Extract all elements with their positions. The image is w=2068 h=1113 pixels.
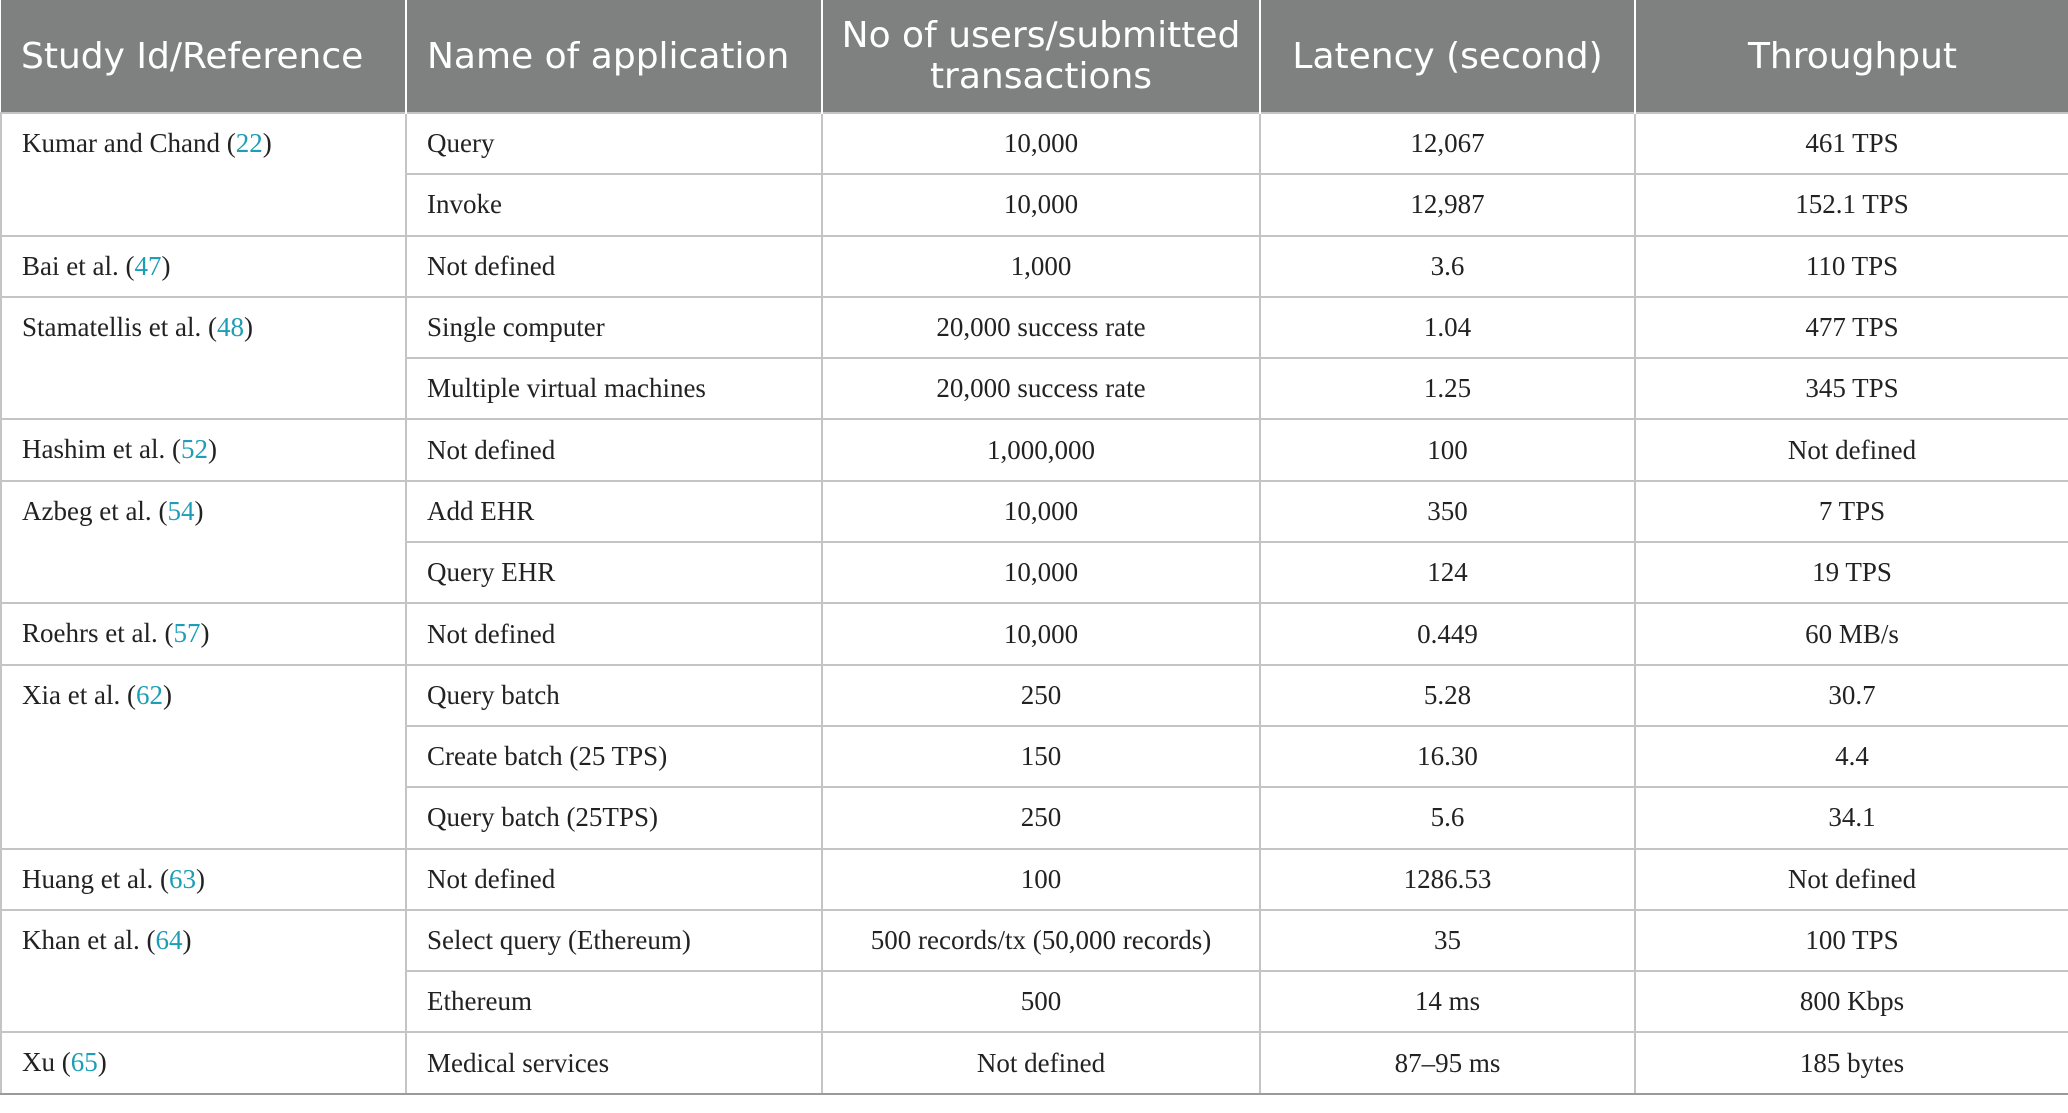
table-row bbox=[1, 603, 2068, 664]
users-cell: 10,000 bbox=[822, 603, 1260, 664]
reference-link[interactable]: 48 bbox=[216, 311, 244, 342]
throughput-cell: 152.1 TPS bbox=[1635, 174, 2068, 235]
latency-cell: 14 ms bbox=[1260, 971, 1635, 1032]
application-cell: Single computer bbox=[406, 297, 822, 358]
study-name: Xu bbox=[22, 1047, 55, 1078]
reference-link[interactable]: 47 bbox=[134, 250, 162, 281]
study-name: Khan et al. bbox=[22, 924, 140, 955]
study-name: Roehrs et al. bbox=[22, 618, 158, 649]
table-row bbox=[1, 1032, 2068, 1093]
latency-cell: 1.04 bbox=[1260, 297, 1635, 358]
latency-cell: 100 bbox=[1260, 419, 1635, 480]
application-cell: Query batch (25TPS) bbox=[406, 787, 822, 848]
latency-cell: 3.6 bbox=[1260, 236, 1635, 297]
table-row bbox=[1, 297, 2068, 358]
throughput-cell: 7 TPS bbox=[1635, 481, 2068, 542]
latency-cell: 16.30 bbox=[1260, 726, 1635, 787]
latency-cell: 350 bbox=[1260, 481, 1635, 542]
latency-cell: 1286.53 bbox=[1260, 849, 1635, 910]
header-application: Name of application bbox=[406, 0, 822, 113]
study-cell: Huang et al. (63) bbox=[1, 849, 406, 910]
study-name: Kumar and Chand bbox=[22, 128, 220, 158]
header-study: Study Id/Reference bbox=[1, 0, 406, 113]
study-cell: Roehrs et al. (57) bbox=[1, 603, 406, 664]
application-cell: Multiple virtual machines bbox=[406, 358, 822, 419]
header-users: No of users/submitted transactions bbox=[822, 0, 1260, 113]
study-cell: Stamatellis et al. (48) bbox=[1, 297, 406, 420]
users-cell: 10,000 bbox=[822, 174, 1260, 235]
throughput-cell: Not defined bbox=[1635, 419, 2068, 480]
table-row bbox=[1, 113, 2068, 174]
reference-link[interactable]: 54 bbox=[167, 495, 195, 526]
study-name: Azbeg et al. bbox=[22, 495, 152, 526]
throughput-cell: 34.1 bbox=[1635, 787, 2068, 848]
header-latency: Latency (second) bbox=[1260, 0, 1635, 113]
reference-link[interactable]: 22 bbox=[235, 128, 263, 158]
study-cell: Bai et al. (47) bbox=[1, 236, 406, 297]
users-cell: 1,000,000 bbox=[822, 419, 1260, 480]
throughput-cell: 100 TPS bbox=[1635, 910, 2068, 971]
reference-link[interactable]: 52 bbox=[180, 434, 208, 465]
table-row bbox=[1, 665, 2068, 726]
users-cell: 250 bbox=[822, 665, 1260, 726]
throughput-cell: 800 Kbps bbox=[1635, 971, 2068, 1032]
table-row bbox=[1, 849, 2068, 910]
users-cell: 20,000 success rate bbox=[822, 297, 1260, 358]
latency-cell: 5.6 bbox=[1260, 787, 1635, 848]
latency-cell: 87–95 ms bbox=[1260, 1032, 1635, 1093]
application-cell: Ethereum bbox=[406, 971, 822, 1032]
latency-cell: 12,987 bbox=[1260, 174, 1635, 235]
throughput-cell: 19 TPS bbox=[1635, 542, 2068, 603]
study-name: Huang et al. bbox=[22, 863, 154, 894]
application-cell: Not defined bbox=[406, 603, 822, 664]
application-cell: Query bbox=[406, 113, 822, 174]
reference-link[interactable]: 62 bbox=[135, 679, 163, 710]
latency-cell: 12,067 bbox=[1260, 113, 1635, 174]
throughput-cell: 30.7 bbox=[1635, 665, 2068, 726]
application-cell: Not defined bbox=[406, 419, 822, 480]
throughput-cell: 4.4 bbox=[1635, 726, 2068, 787]
table-body bbox=[1, 113, 2068, 1094]
users-cell: 500 records/tx (50,000 records) bbox=[822, 910, 1260, 971]
users-cell: 10,000 bbox=[822, 481, 1260, 542]
users-cell: Not defined bbox=[822, 1032, 1260, 1093]
latency-cell: 5.28 bbox=[1260, 665, 1635, 726]
study-name: Stamatellis et al. bbox=[22, 311, 202, 342]
study-name: Bai et al. bbox=[22, 250, 119, 281]
application-cell: Not defined bbox=[406, 849, 822, 910]
study-cell: Hashim et al. (52) bbox=[1, 419, 406, 480]
throughput-cell: 60 MB/s bbox=[1635, 603, 2068, 664]
application-cell: Query batch bbox=[406, 665, 822, 726]
latency-cell: 35 bbox=[1260, 910, 1635, 971]
application-cell: Create batch (25 TPS) bbox=[406, 726, 822, 787]
users-cell: 10,000 bbox=[822, 113, 1260, 174]
throughput-cell: Not defined bbox=[1635, 849, 2068, 910]
study-cell: Azbeg et al. (54) bbox=[1, 481, 406, 604]
throughput-cell: 477 TPS bbox=[1635, 297, 2068, 358]
application-cell: Select query (Ethereum) bbox=[406, 910, 822, 971]
latency-cell: 0.449 bbox=[1260, 603, 1635, 664]
users-cell: 100 bbox=[822, 849, 1260, 910]
application-cell: Invoke bbox=[406, 174, 822, 235]
application-cell: Add EHR bbox=[406, 481, 822, 542]
reference-link[interactable]: 65 bbox=[70, 1047, 98, 1078]
header-throughput: Throughput bbox=[1635, 0, 2068, 113]
study-cell: Xia et al. (62) bbox=[1, 665, 406, 849]
study-cell: Khan et al. (64) bbox=[1, 910, 406, 1033]
table-header bbox=[1, 0, 2068, 113]
reference-link[interactable]: 57 bbox=[173, 618, 201, 649]
users-cell: 1,000 bbox=[822, 236, 1260, 297]
application-cell: Medical services bbox=[406, 1032, 822, 1093]
study-cell: Kumar and Chand (22) bbox=[1, 113, 406, 236]
table-row bbox=[1, 910, 2068, 971]
users-cell: 250 bbox=[822, 787, 1260, 848]
latency-cell: 1.25 bbox=[1260, 358, 1635, 419]
users-cell: 10,000 bbox=[822, 542, 1260, 603]
table-row bbox=[1, 419, 2068, 480]
users-cell: 150 bbox=[822, 726, 1260, 787]
users-cell: 20,000 success rate bbox=[822, 358, 1260, 419]
throughput-cell: 110 TPS bbox=[1635, 236, 2068, 297]
study-name: Xia et al. bbox=[22, 679, 121, 710]
study-cell: Xu (65) bbox=[1, 1032, 406, 1093]
reference-link[interactable]: 63 bbox=[168, 863, 196, 894]
throughput-cell: 185 bytes bbox=[1635, 1032, 2068, 1093]
throughput-cell: 345 TPS bbox=[1635, 358, 2068, 419]
latency-cell: 124 bbox=[1260, 542, 1635, 603]
table-row bbox=[1, 236, 2068, 297]
throughput-cell: 461 TPS bbox=[1635, 113, 2068, 174]
reference-link[interactable]: 64 bbox=[155, 924, 183, 955]
application-cell: Not defined bbox=[406, 236, 822, 297]
users-cell: 500 bbox=[822, 971, 1260, 1032]
application-cell: Query EHR bbox=[406, 542, 822, 603]
header-row bbox=[1, 0, 2068, 113]
table-row bbox=[1, 481, 2068, 542]
study-name: Hashim et al. bbox=[22, 434, 166, 465]
